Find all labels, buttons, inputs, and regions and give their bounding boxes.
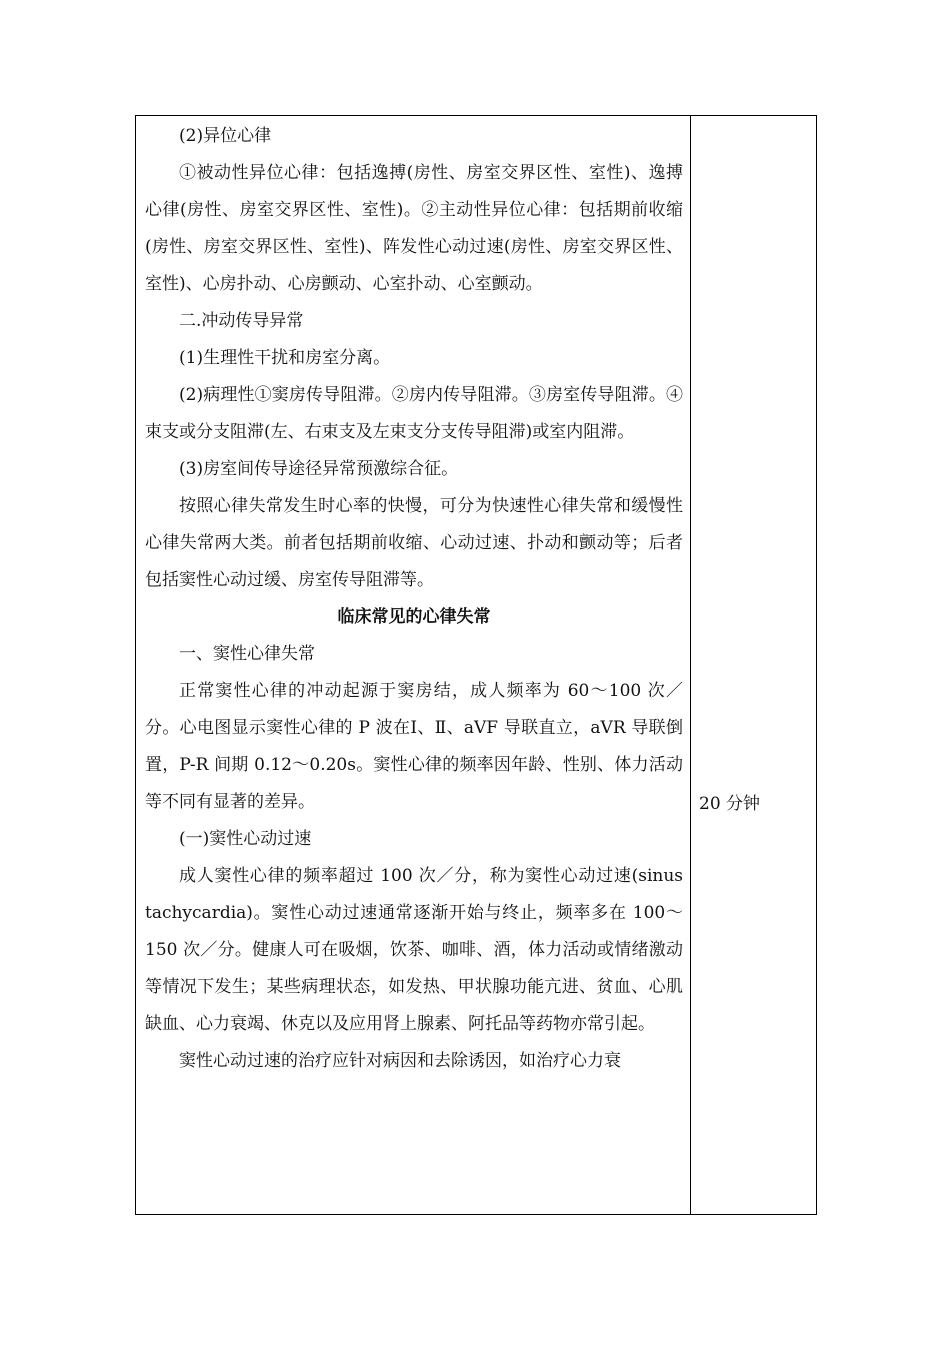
section-heading: 临床常见的心律失常 (337, 607, 491, 627)
column-divider (690, 116, 691, 1214)
time-cell: 20 分钟 (699, 794, 761, 814)
paragraph: 窦性心动过速的治疗应针对病因和去除诱因，如治疗心力衰 (179, 1051, 621, 1071)
paragraph: 正常窦性心律的冲动起源于窦房结，成人频率为 60～100 次／分。心电图显示窦性心律的 P 波在Ⅰ、Ⅱ、aVF 导联直立，aVR 导联倒置，P-R 间期 0.12～0.20s。窦性心律的频率因年龄、性别、体力活动等不同有显著的差异。 (145, 681, 683, 812)
paragraph: (2)异位心律 (179, 126, 272, 146)
paragraph: 一、窦性心律失常 (179, 644, 315, 664)
paragraph: 按照心律失常发生时心率的快慢，可分为快速性心律失常和缓慢性心律失常两大类。前者包括期前收缩、心动过速、扑动和颤动等；后者包括窦性心动过缓、房室传导阻滞等。 (145, 496, 683, 590)
lesson-table (135, 115, 817, 1215)
content-cell (145, 118, 683, 1080)
paragraph: (2)病理性①窦房传导阻滞。②房内传导阻滞。③房室传导阻滞。④束支或分支阻滞(左、右束支及左束支分支传导阻滞)或室内阻滞。 (145, 385, 683, 442)
paragraph: ①被动性异位心律：包括逸搏(房性、房室交界区性、室性)、逸搏心律(房性、房室交界区性、室性)。②主动性异位心律：包括期前收缩(房性、房室交界区性、室性)、阵发性心动过速(房性、房室交界区性、室性)、心房扑动、心房颤动、心室扑动、心室颤动。 (145, 163, 683, 294)
paragraph: (一)窦性心动过速 (179, 829, 312, 849)
paragraph: (1)生理性干扰和房室分离。 (179, 348, 391, 368)
paragraph: (3)房室间传导途径异常预激综合征。 (179, 459, 459, 479)
paragraph: 二.冲动传导异常 (179, 311, 304, 331)
paragraph: 成人窦性心律的频率超过 100 次／分，称为窦性心动过速(sinus tachycardia)。窦性心动过速通常逐渐开始与终止，频率多在 100～150 次／分。健康人可在吸烟，饮茶、咖啡、酒，体力活动或情绪激动等情况下发生；某些病理状态，如发热、甲状腺功能亢进、贫血、心肌缺血、心力衰竭、休克以及应用肾上腺素、阿托品等药物亦常引起。 (145, 866, 683, 1034)
